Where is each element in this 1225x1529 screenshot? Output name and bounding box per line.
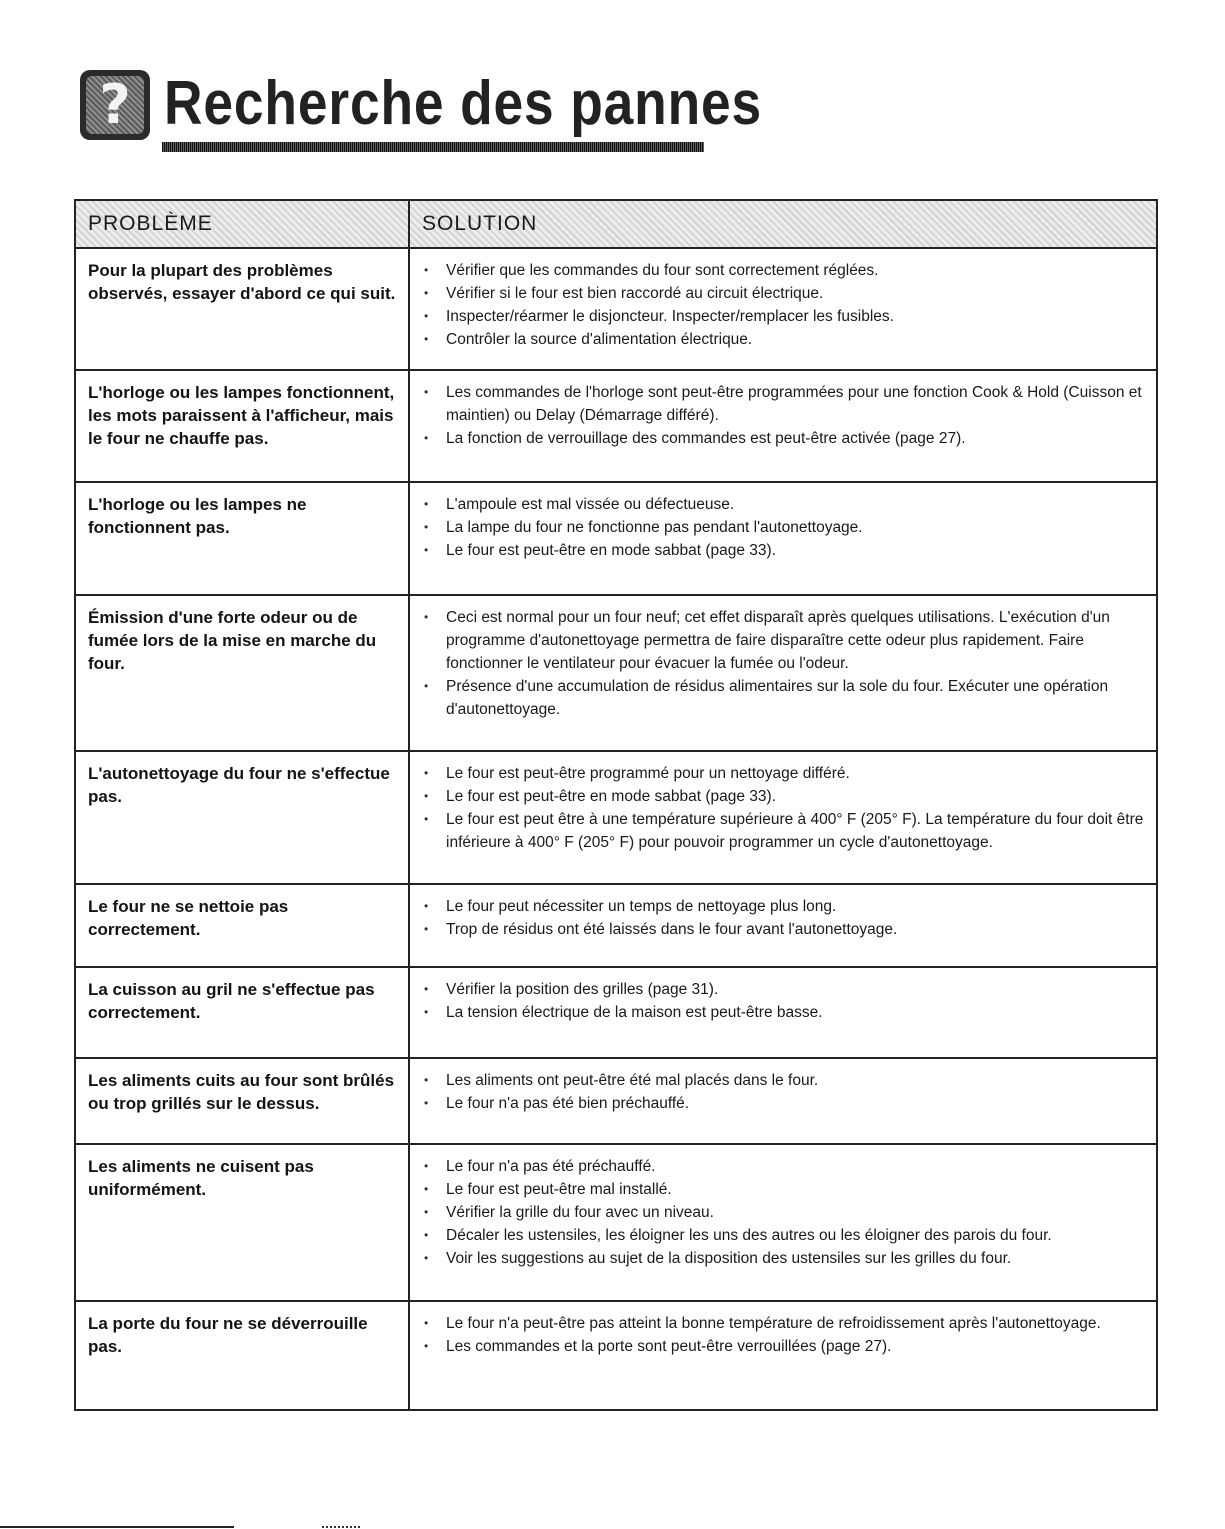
solution-item: • Ceci est normal pour un four neuf; cet effet disparaît après quelques utilisations. L'exécution d'un programme d'autonettoyage permettra de faire disparaître cette odeur plus rapidement. Faire fonctionner le ventilateur pour évacuer la fumée ou l'odeur. [422,606,1146,675]
solution-list [422,978,1146,1024]
footer-rule [0,1526,234,1528]
table-header-row [75,200,1157,248]
solution-cell [409,1058,1157,1144]
solution-cell [409,1301,1157,1410]
solution-list [422,762,1146,854]
problem-cell: Émission d'une forte odeur ou de fumée lors de la mise en marche du four. [75,595,409,751]
problem-cell: La porte du four ne se déverrouille pas. [75,1301,409,1410]
solution-item: • Le four est peut-être en mode sabbat (page 33). [422,539,1146,562]
solution-cell [409,1144,1157,1301]
table-row [75,482,1157,595]
column-header-solution: SOLUTION [409,200,1157,248]
solution-item: • Les commandes de l'horloge sont peut-être programmées pour une fonction Cook & Hold (Cuisson et maintien) ou Delay (Démarrage différé). [422,381,1146,427]
page-title: Recherche des pannes [164,69,763,138]
solution-item: • Inspecter/réarmer le disjoncteur. Inspecter/remplacer les fusibles. [422,305,1146,328]
solution-item: • Le four est peut-être mal installé. [422,1178,1146,1201]
solution-item: • Vérifier la grille du four avec un niveau. [422,1201,1146,1224]
solution-item: • Vérifier si le four est bien raccordé au circuit électrique. [422,282,1146,305]
solution-list [422,1069,1146,1115]
problem-cell: L'horloge ou les lampes fonctionnent, les mots paraissent à l'afficheur, mais le four ne chauffe pas. [75,370,409,482]
problem-cell: Les aliments cuits au four sont brûlés ou trop grillés sur le dessus. [75,1058,409,1144]
solution-list [422,1312,1146,1358]
solution-item: • Le four peut nécessiter un temps de nettoyage plus long. [422,895,1146,918]
footer-dotted-rule [322,1526,362,1528]
solution-list [422,259,1146,351]
problem-cell: Les aliments ne cuisent pas uniformément. [75,1144,409,1301]
solution-cell [409,751,1157,884]
problem-cell: L'autonettoyage du four ne s'effectue pas. [75,751,409,884]
solution-cell [409,370,1157,482]
troubleshooting-table [74,199,1158,1411]
table-row [75,370,1157,482]
table-row [75,751,1157,884]
table-row [75,595,1157,751]
solution-item: • L'ampoule est mal vissée ou défectueuse. [422,493,1146,516]
solution-cell [409,595,1157,751]
solution-item: • Contrôler la source d'alimentation électrique. [422,328,1146,351]
solution-item: • La lampe du four ne fonctionne pas pendant l'autonettoyage. [422,516,1146,539]
solution-item: • Vérifier la position des grilles (page 31). [422,978,1146,1001]
question-mark-icon: ? [80,70,150,140]
table-row [75,248,1157,370]
solution-item: • Vérifier que les commandes du four sont correctement réglées. [422,259,1146,282]
solution-cell [409,248,1157,370]
table-row [75,884,1157,967]
solution-item: • Le four n'a pas été préchauffé. [422,1155,1146,1178]
solution-item: • Décaler les ustensiles, les éloigner les uns des autres ou les éloigner des parois du four. [422,1224,1146,1247]
solution-item: • Le four n'a peut-être pas atteint la bonne température de refroidissement après l'autonettoyage. [422,1312,1146,1335]
solution-item: • La tension électrique de la maison est peut-être basse. [422,1001,1146,1024]
title-underline [162,142,704,152]
table-row [75,1144,1157,1301]
solution-item: • Le four est peut-être programmé pour un nettoyage différé. [422,762,1146,785]
table-row [75,967,1157,1058]
solution-list [422,1155,1146,1270]
column-header-problem: PROBLÈME [75,200,409,248]
solution-item: • Le four est peut être à une température supérieure à 400° F (205° F). La température du four doit être inférieure à 400° F (205° F) pour pouvoir programmer un cycle d'autonettoyage. [422,808,1146,854]
problem-cell: Pour la plupart des problèmes observés, essayer d'abord ce qui suit. [75,248,409,370]
problem-cell: Le four ne se nettoie pas correctement. [75,884,409,967]
solution-cell [409,884,1157,967]
solution-cell [409,967,1157,1058]
page-header [80,68,763,158]
solution-cell [409,482,1157,595]
solution-item: • Trop de résidus ont été laissés dans le four avant l'autonettoyage. [422,918,1146,941]
solution-list [422,606,1146,721]
table-row [75,1058,1157,1144]
solution-list [422,381,1146,450]
solution-item: • Présence d'une accumulation de résidus alimentaires sur la sole du four. Exécuter une opération d'autonettoyage. [422,675,1146,721]
solution-list [422,493,1146,562]
problem-cell: L'horloge ou les lampes ne fonctionnent pas. [75,482,409,595]
solution-item: • Le four n'a pas été bien préchauffé. [422,1092,1146,1115]
solution-item: • Le four est peut-être en mode sabbat (page 33). [422,785,1146,808]
problem-cell: La cuisson au gril ne s'effectue pas correctement. [75,967,409,1058]
table-body [75,248,1157,1410]
solution-list [422,895,1146,941]
solution-item: • Voir les suggestions au sujet de la disposition des ustensiles sur les grilles du four. [422,1247,1146,1270]
solution-item: • Les aliments ont peut-être été mal placés dans le four. [422,1069,1146,1092]
solution-item: • La fonction de verrouillage des commandes est peut-être activée (page 27). [422,427,1146,450]
table-row [75,1301,1157,1410]
solution-item: • Les commandes et la porte sont peut-être verrouillées (page 27). [422,1335,1146,1358]
